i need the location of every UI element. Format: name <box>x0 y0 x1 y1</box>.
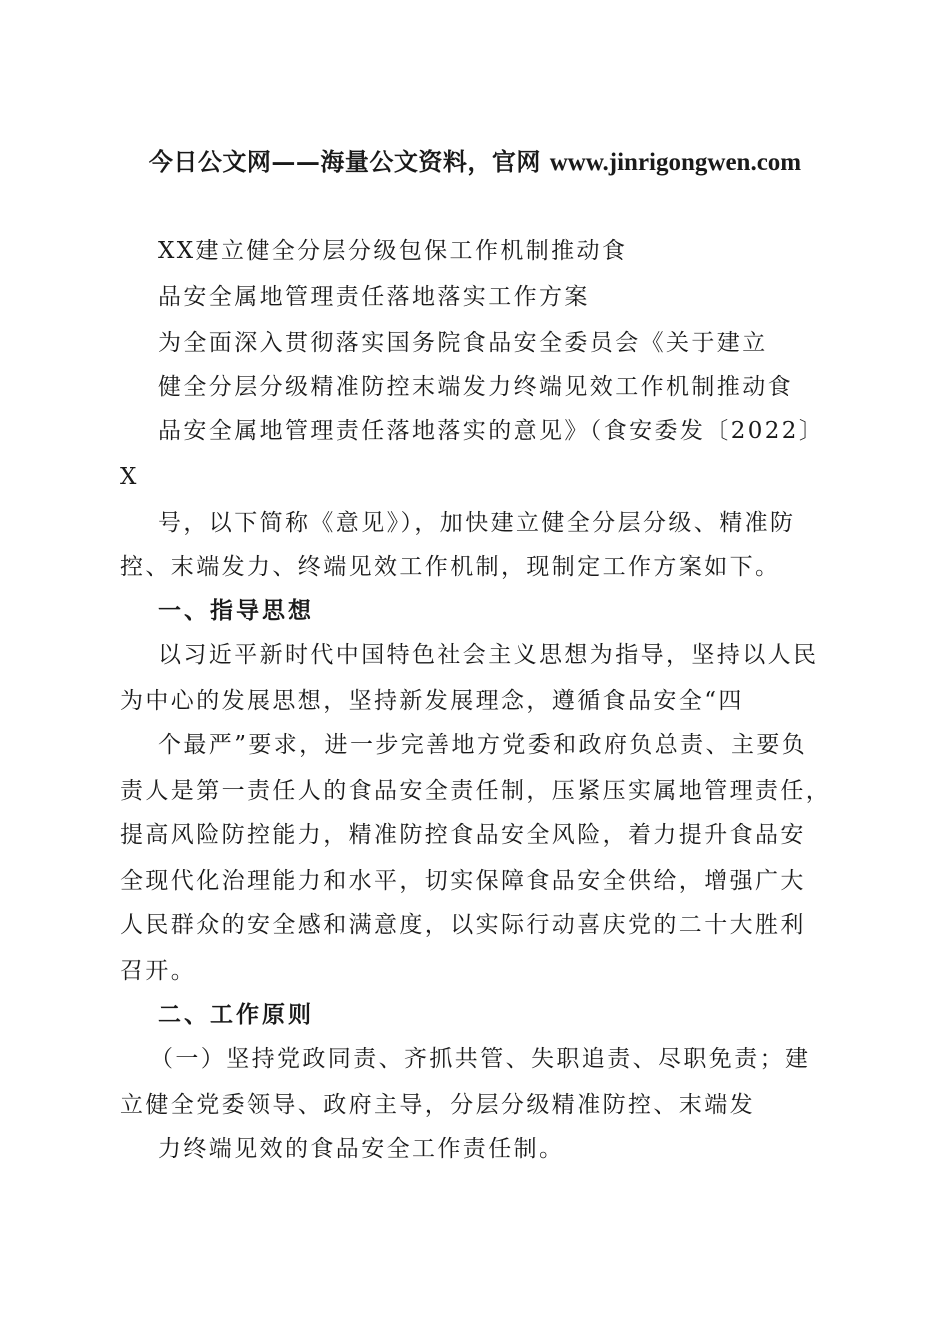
section1-line-6: 全现代化治理能力和水平，切实保障食品安全供给，增强广大 <box>120 868 806 894</box>
intro-line-6: 控、末端发力、终端见效工作机制，现制定工作方案如下。 <box>120 554 781 580</box>
section1-line-4: 责人是第一责任人的食品安全责任制，压紧压实属地管理责任， <box>120 778 832 804</box>
section1-line-1: 以习近平新时代中国特色社会主义思想为指导，坚持以人民 <box>158 642 819 668</box>
section1-line-8: 召开。 <box>120 958 197 984</box>
section2-line-3: 力终端见效的食品安全工作责任制。 <box>158 1136 565 1162</box>
intro-line-3: 品安全属地管理责任落地落实的意见》（食安委发〔2022〕 <box>158 418 825 444</box>
section1-line-2: 为中心的发展思想，坚持新发展理念，遵循食品安全“四 <box>120 688 744 714</box>
doc-title-line-1: XX建立健全分层分级包保工作机制推动食 <box>158 238 628 264</box>
intro-line-2: 健全分层分级精准防控末端发力终端见效工作机制推动食 <box>158 374 793 400</box>
section1-line-3: 个最严”要求，进一步完善地方党委和政府负总责、主要负 <box>158 732 808 758</box>
intro-line-4: X <box>120 464 139 490</box>
section1-line-5: 提高风险防控能力，精准防控食品安全风险，着力提升食品安 <box>120 822 806 848</box>
doc-title-line-2: 品安全属地管理责任落地落实工作方案 <box>158 284 590 310</box>
intro-line-5: 号，以下简称《意见》），加快建立健全分层分级、精准防 <box>158 510 796 536</box>
site-header <box>0 146 950 179</box>
intro-line-1: 为全面深入贯彻落实国务院食品安全委员会《关于建立 <box>158 330 768 356</box>
section2-line-2: 立健全党委领导、政府主导，分层分级精准防控、末端发 <box>120 1092 755 1118</box>
section-heading-work-principles: 二、工作原则 <box>158 1002 314 1028</box>
site-header-text: 今日公文网——海量公文资料，官网 <box>148 147 550 176</box>
section1-line-7: 人民群众的安全感和满意度，以实际行动喜庆党的二十大胜利 <box>120 912 806 938</box>
section-heading-guiding-thought: 一、指导思想 <box>158 598 314 624</box>
section2-line-1: （一）坚持党政同责、齐抓共管、失职追责、尽职免责；建 <box>150 1046 811 1072</box>
site-url[interactable]: www.jinrigongwen.com <box>549 149 802 176</box>
